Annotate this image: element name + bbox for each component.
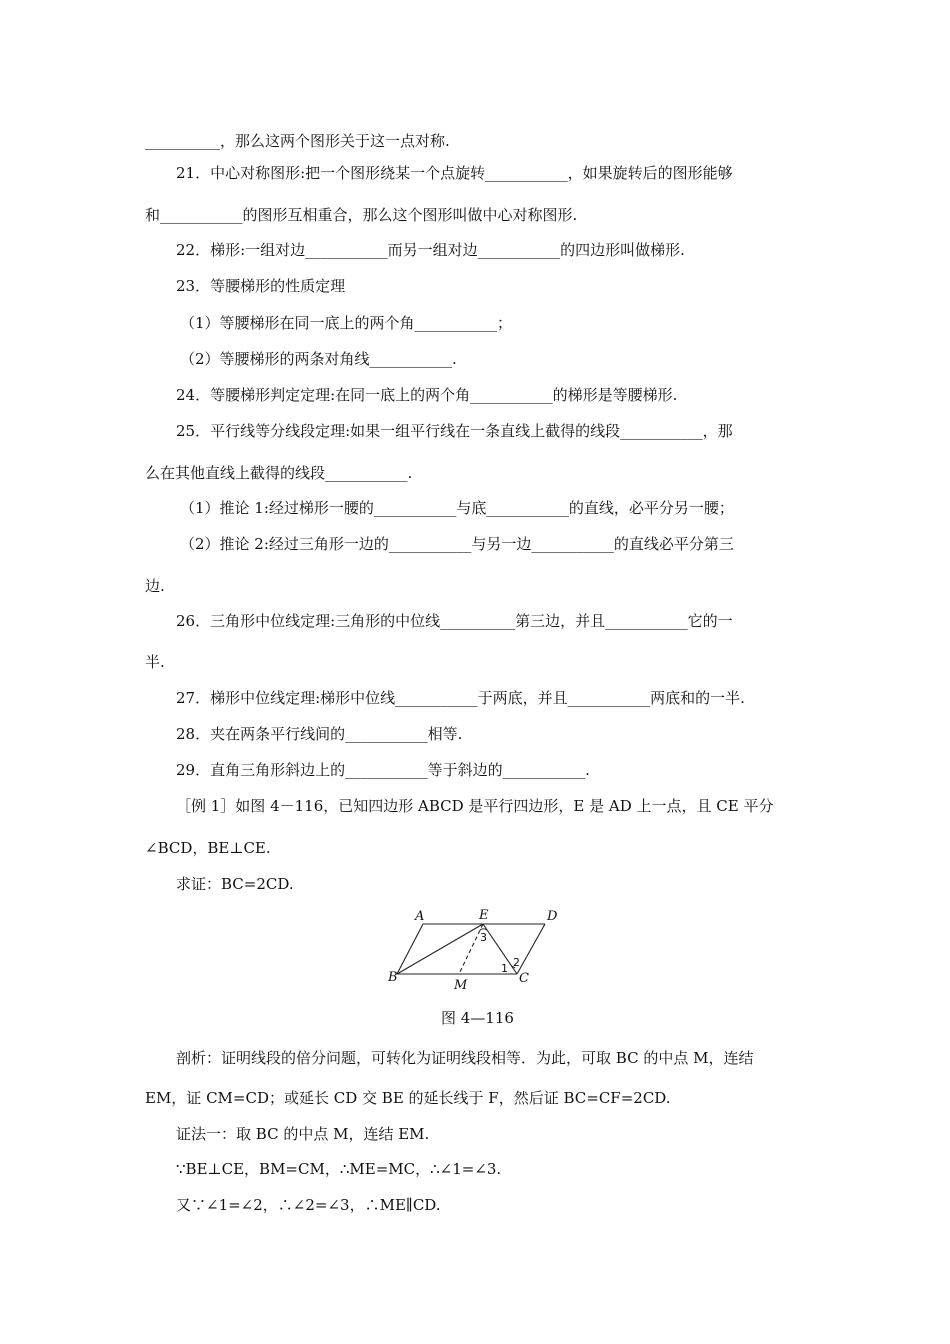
text-line: 27．梯形中位线定理:梯形中位线___________于两底，并且___________两底和的一半. [176, 689, 745, 707]
text-line: ［例 1］如图 4－116，已知四边形 ABCD 是平行四边形，E 是 AD 上一点，且 CE 平分 [176, 797, 774, 815]
text-line: 剖析：证明线段的倍分问题，可转化为证明线段相等．为此，可取 BC 的中点 M，连结 [176, 1049, 754, 1067]
label-angle-2: 2 [513, 956, 520, 969]
text-line: 么在其他直线上截得的线段___________. [145, 464, 413, 482]
text-line: （1）等腰梯形在同一底上的两个角___________； [180, 314, 513, 332]
label-angle-1: 1 [501, 962, 508, 975]
text-line: 证法一：取 BC 的中点 M，连结 EM. [176, 1125, 430, 1143]
parallelogram-figure [385, 906, 565, 998]
label-a: A [415, 909, 425, 924]
text-line: （2）推论 2:经过三角形一边的___________与另一边___________的直线必平分第三 [180, 535, 734, 553]
text-line: 24．等腰梯形判定定理:在同一底上的两个角___________的梯形是等腰梯形. [176, 386, 678, 404]
text-line: 求证：BC=2CD. [176, 875, 294, 893]
text-line: 又∵∠1=∠2，∴∠2=∠3，∴ME∥CD. [176, 1196, 441, 1214]
text-line: 23．等腰梯形的性质定理 [176, 277, 346, 295]
text-line: 和___________的图形互相重合，那么这个图形叫做中心对称图形. [145, 206, 578, 224]
text-line: 25．平行线等分线段定理:如果一组平行线在一条直线上截得的线段___________，那 [176, 422, 733, 440]
label-m: M [454, 978, 468, 993]
text-line: 边. [145, 577, 165, 595]
text-line: 半. [145, 653, 165, 671]
text-line: （2）等腰梯形的两条对角线___________. [180, 350, 457, 368]
edge-dc [517, 924, 545, 974]
text-line: __________，那么这两个图形关于这一点对称. [145, 132, 450, 150]
text-line: 21．中心对称图形:把一个图形绕某一个点旋转___________，如果旋转后的图形能够 [176, 164, 733, 182]
text-line: （1）推论 1:经过梯形一腰的___________与底___________的直线，必平分另一腰； [180, 499, 734, 517]
label-b: B [388, 970, 398, 985]
label-d: D [547, 909, 558, 924]
text-line: EM，证 CM=CD；或延长 CD 交 BE 的延长线于 F，然后证 BC=CF=2CD. [145, 1089, 671, 1107]
figure-caption: 图 4—116 [441, 1009, 514, 1027]
label-angle-3: 3 [480, 931, 487, 944]
text-line: ∠BCD，BE⊥CE. [145, 839, 271, 857]
text-line: 29．直角三角形斜边上的___________等于斜边的___________. [176, 761, 590, 779]
angle-3-arc [480, 929, 487, 930]
text-line: 28．夹在两条平行线间的___________相等. [176, 725, 463, 743]
text-line: 26．三角形中位线定理:三角形的中位线__________第三边，并且___________它的一 [176, 612, 733, 630]
label-e: E [479, 908, 489, 923]
text-line: ∵BE⊥CE，BM=CM，∴ME=MC，∴∠1=∠3. [176, 1160, 502, 1178]
text-line: 22．梯形:一组对边___________而另一组对边___________的四边形叫做梯形. [176, 241, 685, 259]
label-c: C [519, 971, 529, 986]
